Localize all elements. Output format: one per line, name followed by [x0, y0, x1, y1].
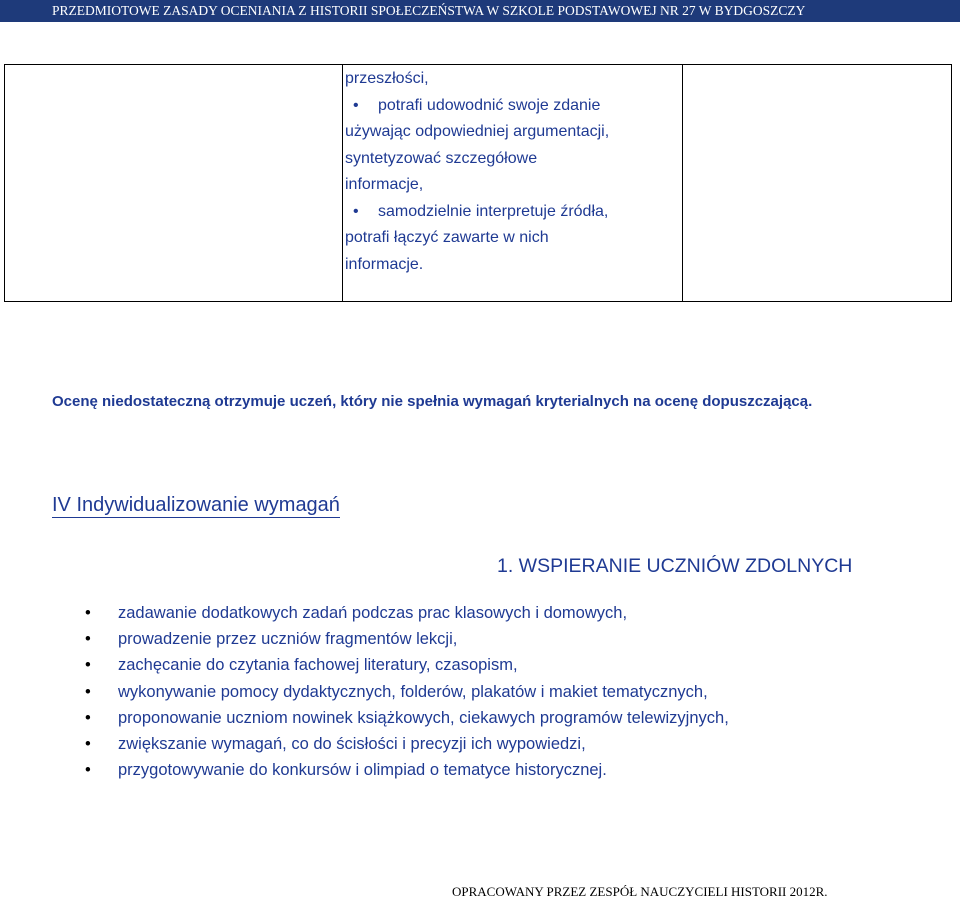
list-item-text: prowadzenie przez uczniów fragmentów lekcji,: [118, 630, 458, 649]
list-item-text: wykonywanie pomocy dydaktycznych, folderów, plakatów i makiet tematycznych,: [118, 682, 708, 701]
page-footer: OPRACOWANY PRZEZ ZESPÓŁ NAUCZYCIELI HISTORII 2012R.: [452, 884, 828, 899]
list-item: [85, 626, 729, 652]
list-item: [85, 757, 729, 783]
cell-line-text: informacje,: [345, 176, 424, 193]
bullet-icon: •: [85, 656, 91, 675]
cell-line-text: informacje.: [345, 255, 424, 273]
bullet-icon: •: [85, 708, 91, 727]
list-item-text: zwiększanie wymagań, co do ścisłości i precyzji ich wypowiedzi,: [118, 735, 586, 754]
cell-line-text: potrafi łączyć zawarte w nich: [345, 229, 549, 246]
cell-line-text: przeszłości,: [345, 70, 429, 87]
bullet-icon: •: [353, 96, 359, 114]
cell-text-line: [345, 252, 675, 279]
cell-bullet-line: [345, 93, 675, 120]
list-item-text: proponowanie uczniom nowinek książkowych, ciekawych programów telewizyjnych,: [118, 708, 729, 727]
list-item-text: zachęcanie do czytania fachowej literatury, czasopism,: [118, 656, 518, 675]
list-item: [85, 731, 729, 757]
bullet-icon: •: [85, 735, 91, 754]
cell-bullet-line: [345, 199, 675, 226]
fail-grade-note: Ocenę niedostateczną otrzymuje uczeń, który nie spełnia wymagań kryterialnych na ocenę dopuszczającą.: [52, 393, 813, 410]
header-title: PRZEDMIOTOWE ZASADY OCENIANIA Z HISTORII SPOŁECZEŃSTWA W SZKOLE PODSTAWOWEJ NR 27 W BYDGOSZCZY: [52, 3, 806, 18]
list-item: [85, 652, 729, 678]
cell-line-text: potrafi udowodnić swoje zdanie: [378, 96, 601, 114]
list-item: [85, 679, 729, 705]
table-column-divider: [342, 65, 343, 301]
table-column-divider: [682, 65, 683, 301]
cell-line-text: syntetyzować szczegółowe: [345, 149, 538, 167]
cell-text-line: [345, 119, 675, 146]
bullet-icon: •: [353, 202, 359, 220]
list-item: [85, 705, 729, 731]
list-item: [85, 600, 729, 626]
section-subtitle: 1. WSPIERANIE UCZNIÓW ZDOLNYCH: [497, 555, 853, 577]
gifted-support-list: [85, 600, 729, 783]
section-title: IV Indywidualizowanie wymagań: [52, 494, 340, 516]
bullet-icon: •: [85, 761, 91, 780]
table-cell-content: [345, 66, 675, 278]
list-item-text: przygotowywanie do konkursów i olimpiad o tematyce historycznej.: [118, 761, 607, 780]
cell-text-line: [345, 66, 675, 93]
bullet-icon: •: [85, 604, 91, 622]
list-item-text: zadawanie dodatkowych zadań podczas prac klasowych i domowych,: [118, 604, 628, 622]
cell-text-line: [345, 146, 675, 173]
cell-line-text: używając odpowiedniej argumentacji,: [345, 123, 610, 140]
page-header: [0, 0, 960, 22]
cell-text-line: [345, 172, 675, 199]
cell-text-line: [345, 225, 675, 252]
cell-line-text: samodzielnie interpretuje źródła,: [378, 202, 609, 220]
bullet-icon: •: [85, 682, 91, 701]
bullet-icon: •: [85, 630, 91, 649]
